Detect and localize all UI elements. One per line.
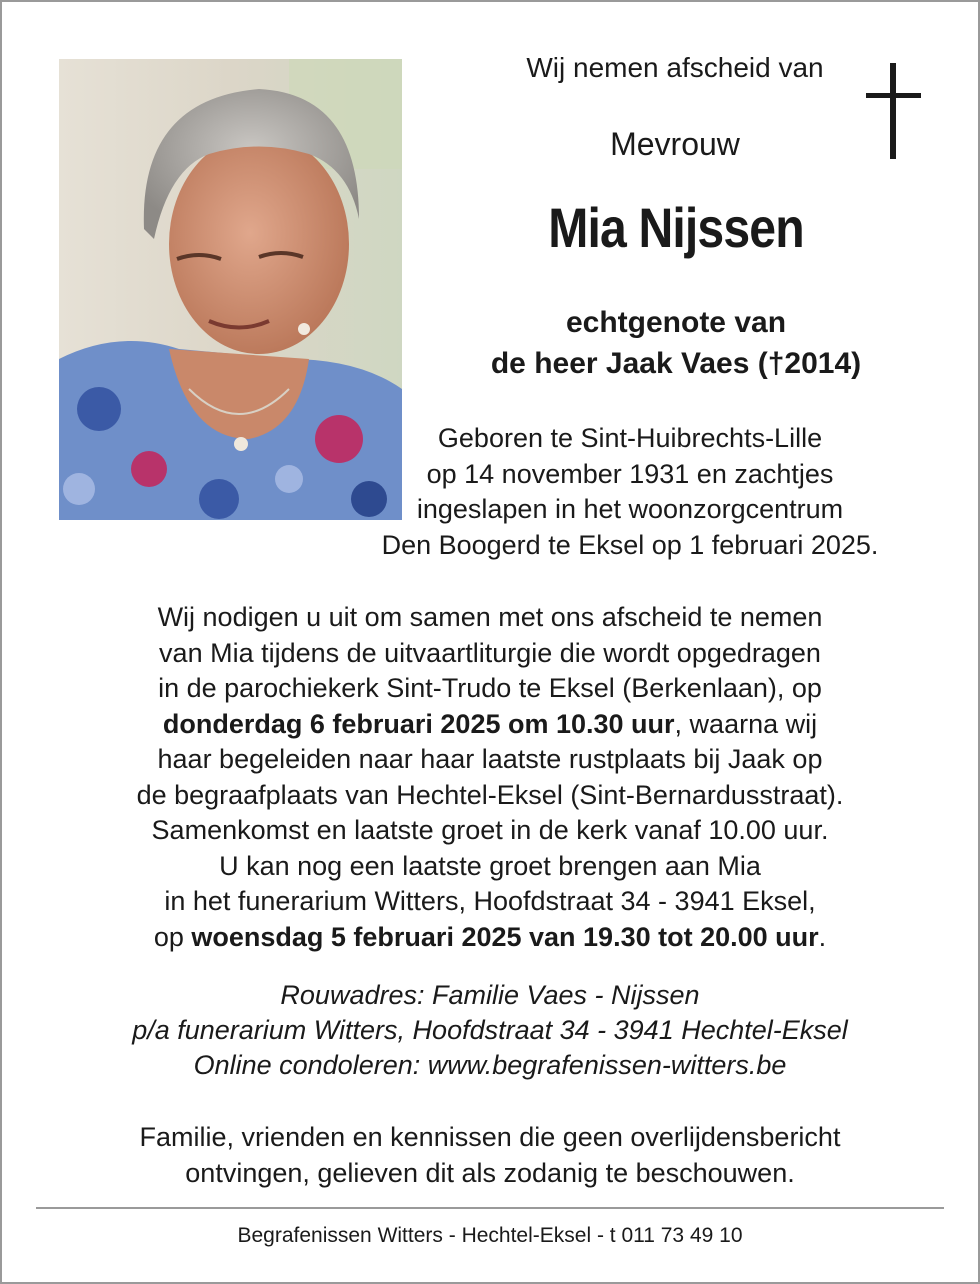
note-line: Familie, vrienden en kennissen die geen overlijdensbericht bbox=[139, 1122, 841, 1152]
invitation-line: haar begeleiden naar haar laatste rustplaats bij Jaak op bbox=[157, 744, 823, 774]
invitation-line: U kan nog een laatste groet brengen aan Mia bbox=[219, 850, 761, 881]
born-line: Den Boogerd te Eksel op 1 februari 2025. bbox=[381, 529, 879, 560]
footer-divider bbox=[36, 1207, 944, 1209]
honorific: Mevrouw bbox=[610, 126, 740, 162]
invitation-fragment: op bbox=[153, 921, 192, 952]
note-line: ontvingen, gelieven dit als zodanig te beschouwen. bbox=[185, 1158, 795, 1188]
born-line: Geboren te Sint-Huibrechts-Lille bbox=[437, 423, 823, 453]
closing-note bbox=[40, 1119, 940, 1191]
funeral-invitation bbox=[40, 600, 940, 955]
mourning-address bbox=[40, 978, 940, 1083]
address-line: p/a funerarium Witters, Hoofdstraat 34 - 3941 Hechtel-Eksel bbox=[132, 1015, 848, 1045]
born-line: ingeslapen in het woonzorgcentrum bbox=[416, 494, 844, 524]
invitation-line: in de parochiekerk Sint-Trudo te Eksel (Berkenlaan), op bbox=[158, 673, 822, 703]
invitation-line bbox=[40, 920, 940, 956]
spouse-line-1: echtgenote van bbox=[565, 306, 787, 339]
spouse-line-2: de heer Jaak Vaes (†2014) bbox=[490, 347, 862, 380]
intro-text: Wij nemen afscheid van bbox=[526, 52, 824, 83]
invitation-line: in het funerarium Witters, Hoofdstraat 34 - 3941 Eksel, bbox=[164, 886, 816, 916]
invitation-fragment: . bbox=[818, 921, 827, 952]
deceased-name: Mia Nijssen bbox=[548, 196, 804, 259]
invitation-line: Wij nodigen u uit om samen met ons afscheid te nemen bbox=[157, 602, 823, 632]
spouse-info bbox=[420, 302, 932, 384]
invitation-line: van Mia tijdens de uitvaartliturgie die wordt opgedragen bbox=[159, 637, 821, 668]
invitation-line bbox=[40, 707, 940, 743]
footer-credit: Begrafenissen Witters - Hechtel-Eksel - t 011 73 49 10 bbox=[237, 1224, 743, 1247]
address-line: Rouwadres: Familie Vaes - Nijssen bbox=[280, 980, 700, 1010]
born-line: op 14 november 1931 en zachtjes bbox=[426, 458, 834, 489]
visitation-datetime: woensdag 5 februari 2025 van 19.30 tot 20.00 uur bbox=[191, 921, 819, 952]
address-line: Online condoleren: www.begrafenissen-witters.be bbox=[193, 1050, 787, 1080]
funeral-datetime: donderdag 6 februari 2025 om 10.30 uur bbox=[162, 708, 675, 739]
invitation-line: de begraafplaats van Hechtel-Eksel (Sint-Bernardusstraat). bbox=[136, 779, 844, 810]
invitation-fragment: , waarna wij bbox=[674, 708, 818, 739]
birth-death-details bbox=[310, 421, 950, 563]
invitation-line: Samenkomst en laatste groet in de kerk vanaf 10.00 uur. bbox=[151, 815, 829, 845]
